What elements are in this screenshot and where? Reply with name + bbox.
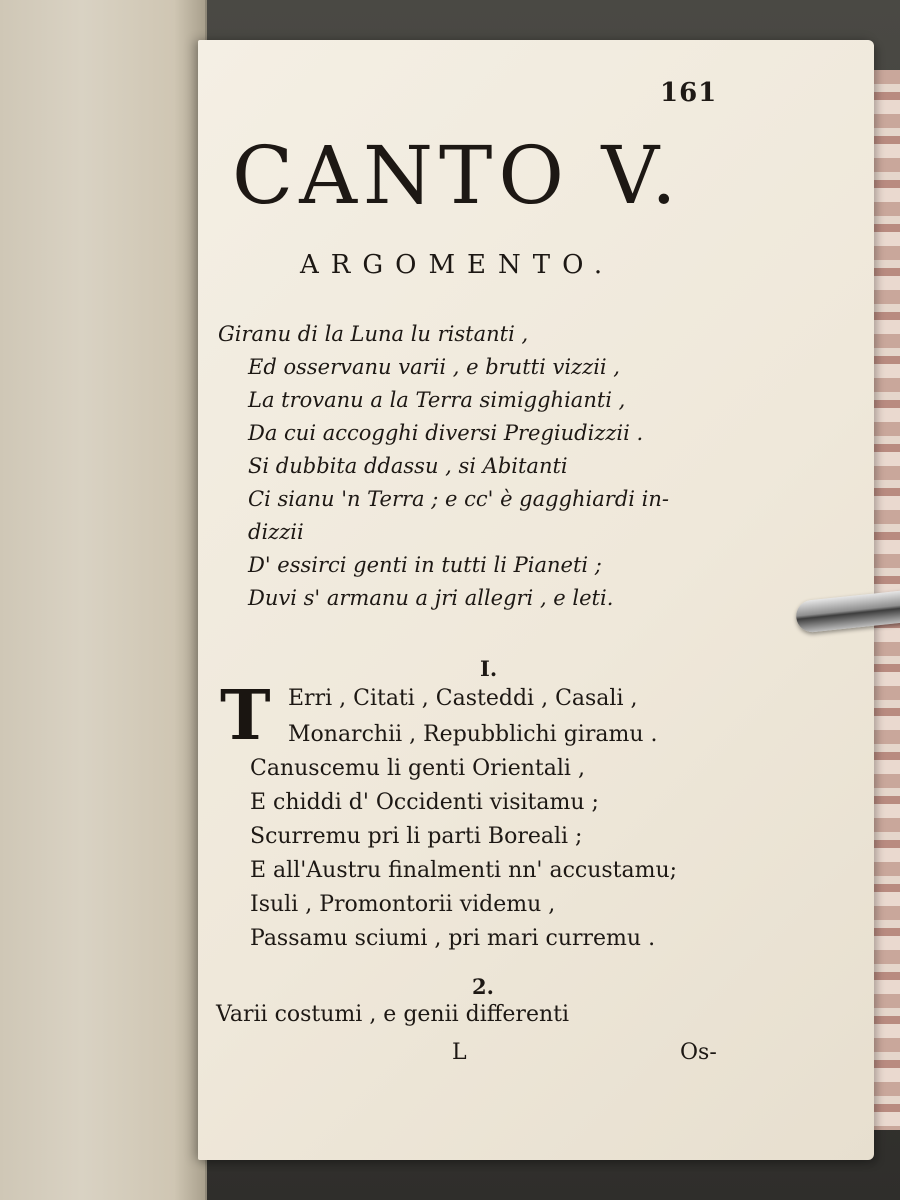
verse-line: Isuli , Promontorii videmu , <box>250 892 556 917</box>
drop-cap: T <box>220 676 271 756</box>
stanza-number: 2. <box>472 974 494 999</box>
argument-line: dizzii <box>248 520 304 544</box>
verse-line: Passamu sciumi , pri mari curremu . <box>250 926 656 951</box>
argomento-heading: ARGOMENTO. <box>300 250 615 280</box>
verse-line: Canuscemu li genti Orientali , <box>250 756 585 781</box>
stanza-first-line: Varii costumi , e genii differenti <box>216 1002 570 1027</box>
stanza-first-line: Erri , Citati , Casteddi , Casali , <box>288 686 638 711</box>
verse-line: E all'Austru finalmenti nn' accustamu; <box>250 858 678 883</box>
argument-line: Si dubbita ddassu , si Abitanti <box>248 454 568 478</box>
argument-line: Ed osservanu varii , e brutti vizzii , <box>248 355 620 379</box>
verse-line: E chiddi d' Occidenti visitamu ; <box>250 790 599 815</box>
signature-mark: L <box>452 1040 467 1065</box>
argument-line: D' essirci genti in tutti li Pianeti ; <box>248 553 602 577</box>
argument-verse <box>218 318 669 615</box>
page-number: 161 <box>660 78 718 108</box>
stanza-number: I. <box>480 656 498 681</box>
argument-line: Giranu di la Luna lu ristanti , <box>218 322 529 346</box>
verse-line: Monarchii , Repubblichi giramu . <box>288 722 658 747</box>
argument-line: Ci sianu 'n Terra ; e cc' è gagghiardi in- <box>248 487 669 511</box>
verse-line: Scurremu pri li parti Boreali ; <box>250 824 583 849</box>
argument-line: Duvi s' armanu a jri allegri , e leti. <box>248 586 614 610</box>
stanza-1 <box>250 718 677 956</box>
canto-title: CANTO V. <box>232 129 683 222</box>
catchword: Os- <box>680 1040 717 1065</box>
argument-line: Da cui accogghi diversi Pregiudizzii . <box>248 421 644 445</box>
argument-line: La trovanu a la Terra simigghianti , <box>248 388 626 412</box>
left-page <box>0 0 207 1200</box>
